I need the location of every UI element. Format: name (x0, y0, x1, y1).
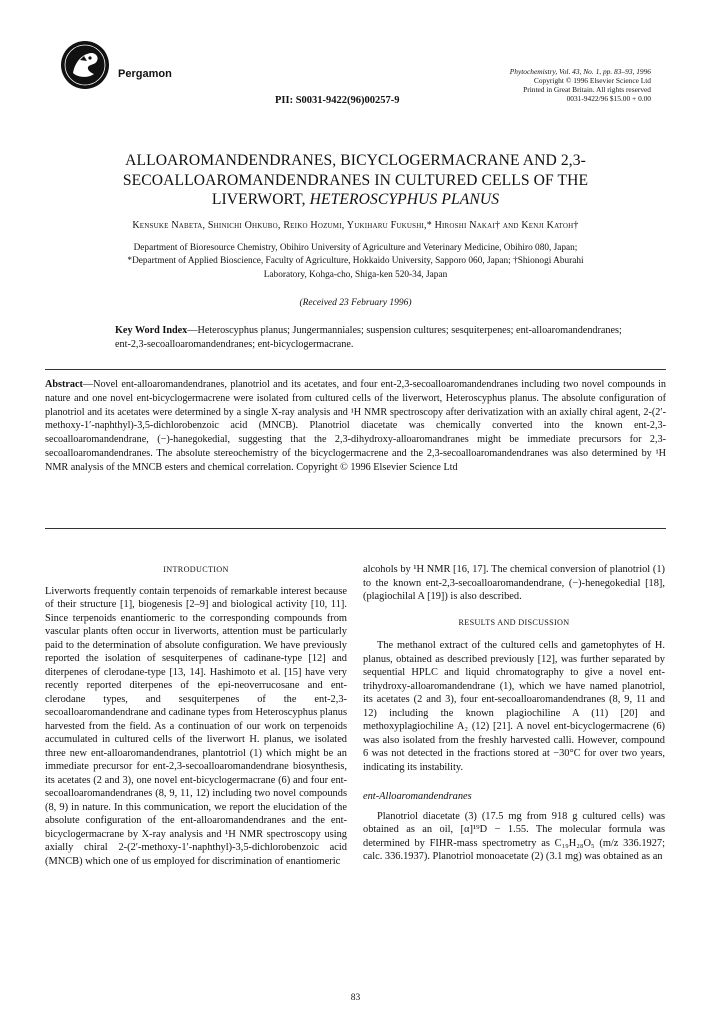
abstract (45, 378, 666, 475)
keyword-label: Key Word Index (115, 325, 188, 336)
title-line-3-text: LIVERWORT, (211, 191, 310, 208)
abstract-top-rule (45, 369, 666, 370)
alloaromandendranes-text: Planotriol diacetate (3) (17.5 mg from 918 g cultured cells) was obtained as an oil, [α]¹⁹D − 1.55. The molecular formula was determined by FIHR-mass spectrometry as C₁₉H₂₈O₅ (m/z 336.1927; calc. 336.1937). Planotriol monoacetate (2) (3.1 mg) was obtained as an (363, 810, 665, 862)
right-column (363, 563, 665, 864)
abstract-bottom-rule (45, 528, 666, 529)
journal-printed: Printed in Great Britain. All rights reserved (523, 85, 651, 94)
introduction-continuation: alcohols by ¹H NMR [16, 17]. The chemical conversion of planotriol (1) to the known ent-2,3-secoalloaromandendrane, (−)-henegokedial [18], (plagiochilal A [19]) is also described. (363, 564, 665, 602)
introduction-text: Liverworts frequently contain terpenoids of remarkable interest because of their structure [1], biogenesis [2–9] and biological activity [10, 11]. Since terpenoids enantiomeric to the corresponding compounds from vascular plants often occur in liverworts, attention must be particularly paid to the determination of absolute configuration. We have previously reported the isolation of sesquiterpenes of cadinane-type [12] and diterpenes of clerodane-type [13, 14]. Hashimoto et al. [15] have very recently reported diterpenes of the epi-neoverrucosane and ent-clerodane types, and sesquiterpenes of the ent-2,3-secoalloaromandendrane and cadinane types from Heteroscyphus planus harvested from the field. As a continuation of our work on terpenoids accumulated in cultured cells of the liverwort H. planus, we isolated three new ent-alloaromandendranes, plantotriol (1) which might be an immediate precursor for ent-2,3-secoalloaromandendrane biosynthesis, its acetates (2 and 3), one novel ent-bicyclogermacrane (6) and four ent-secoalloaromandendranes (8, 9, 11, 12) including two novel compounds (8, 9) in nature. In this communication, we report the elucidation of the absolute configuration of the ent-alloaromandendranes and the ent-bicyclogermacrane by X-ray analysis and ¹H NMR spectroscopy using axially chiral 2-(2′-methoxy-1′-naphthyl)-3,5-dichlorobenzoic acid (MNCB) which one of us employed for discrimination of enantiomeric (45, 585, 347, 867)
alloaromandendranes-subheading: ent-Alloaromandendranes (363, 791, 472, 802)
abstract-label: Abstract (45, 379, 83, 390)
journal-info (510, 67, 651, 103)
pergamon-logo-icon (60, 40, 110, 90)
results-text: The methanol extract of the cultured cells and gametophytes of H. planus, obtained as described previously [12], was further separated by sequential HPLC and liquid chromatography to give a novel ent-trihydroxy-alloaromandendrane (1), which we have named planotriol, its acetates (2 and 3), four ent-secoalloaromandendranes (8, 9, 11 and 12) including the known plagiochiline A (11) [20] and methoxyplagiochiline A₂ (12) [21]. A novel ent-bicyclogermacrene (6) was also isolated from the freshly harvested calli. However, compound 6 was not detected in the fractions stored at −30°C for over two years, indicating its instability. (363, 640, 665, 773)
keyword-text: —Heteroscyphus planus; Jungermanniales; suspension cultures; sesquiterpenes; ent-alloaromandendranes; ent-2,3-secoalloaromandendranes; ent-bicyclogermacrane. (115, 325, 622, 350)
abstract-text: —Novel ent-alloaromandendranes, planotriol and its acetates, and four ent-2,3-secoalloaromandendranes including two novel compounds in nature and one novel ent-bicyclogermacrene were isolated from cultured cells of the liverwort, Heteroscyphus planus. The absolute configuration of planotriol and its acetates were determined by a single X-ray analysis and ¹H NMR spectroscopy after derivatization with an axially chiral agent, 2-(2′-methoxy-1′-naphthyl)-3,5-dichlorobenzoic acid (MNCB). Planotriol diacetate was chemically converted into the known ent-2,3-secoalloaromandendrane, (−)-hanegokedial, suggesting that the 2,3-dihydroxy-alloaromandranes might be immediate precursors for 2,3-secoalloaromandendranes. The absolute stereochemistry of the bicyclogermacrene and the 2,3-secoalloaromandendranes was also determined by ¹H NMR analysis of the MNCB esters and chemical correlation. Copyright © 1996 Elsevier Science Ltd (45, 379, 666, 473)
affiliation-1: Department of Bioresource Chemistry, Obihiro University of Agriculture and Veterinary Medicine, Obihiro 080, Japan; (133, 243, 578, 253)
title-species: HETEROSCYPHUS PLANUS (309, 191, 500, 208)
journal-citation: Phytochemistry, Vol. 43, No. 1, pp. 83–93, 1996 (509, 67, 651, 76)
keyword-index (115, 324, 636, 351)
received-date: (Received 23 February 1996) (299, 298, 412, 308)
journal-copyright: Copyright © 1996 Elsevier Science Ltd (533, 76, 651, 85)
journal-price: 0031-9422/96 $15.00 + 0.00 (566, 94, 651, 103)
author-list: Kensuke Nabeta, Shinichi Ohkubo, Reiko Hozumi, Yukiharu Fukushi,* Hiroshi Nakai† and Kenji Katoh† (132, 220, 579, 231)
affiliations (60, 242, 651, 282)
affiliation-2: *Department of Applied Bioscience, Faculty of Agriculture, Hokkaido University, Sapporo 060, Japan; †Shionogi Aburahi (127, 256, 584, 267)
title-line-2: SECOALLOAROMANDENDRANES IN CULTURED CELLS OF THE (122, 171, 589, 189)
pii-code: PII: S0031-9422(96)00257-9 (275, 95, 400, 106)
article-title (60, 151, 651, 210)
results-heading: RESULTS AND DISCUSSION (458, 617, 570, 627)
publisher-name: Pergamon (118, 68, 172, 80)
left-column (45, 563, 347, 868)
title-line-3 (60, 190, 651, 210)
introduction-heading: INTRODUCTION (163, 565, 229, 574)
affiliation-3: Laboratory, Kohga-cho, Shiga-ken 520-34, Japan (263, 269, 448, 280)
page-header (60, 40, 651, 106)
page-number: 83 (350, 993, 361, 1003)
title-line-1: ALLOAROMANDENDRANES, BICYCLOGERMACRANE AND 2,3- (125, 152, 586, 169)
